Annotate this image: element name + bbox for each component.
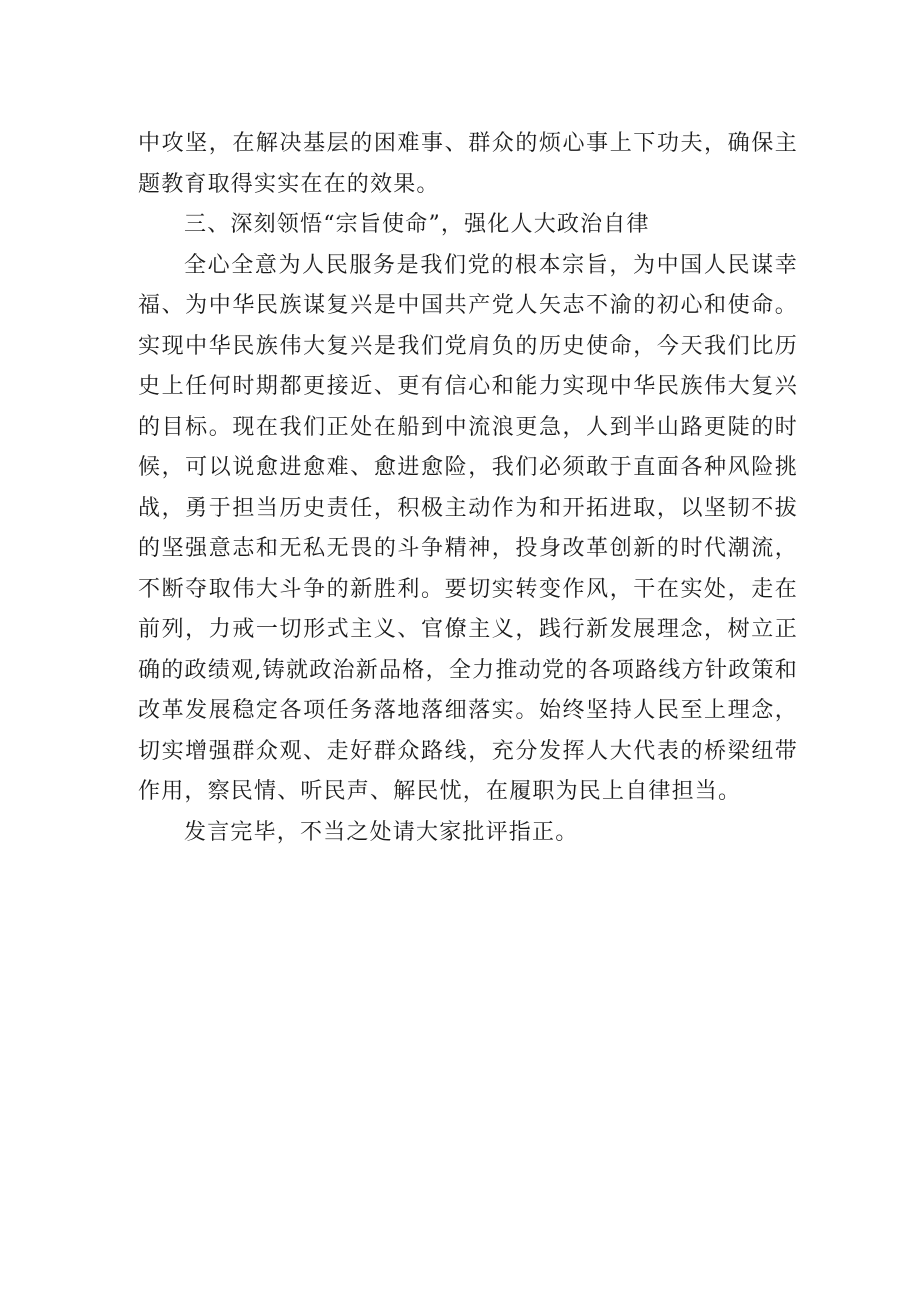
closing-paragraph: 发言完毕，不当之处请大家批评指正。	[184, 819, 579, 845]
continuation-paragraph: 中攻坚，在解决基层的困难事、群众的烦心事上下功夫，确保主题教育取得实实在在的效果。	[138, 131, 798, 197]
body-paragraph: 全心全意为人民服务是我们党的根本宗旨，为中国人民谋幸福、为中华民族谋复兴是中国共产党人矢志不渝的初心和使命。实现中华民族伟大复兴是我们党肩负的历史使命，今天我们比历史上任何时期都更接近、更有信心和能力实现中华民族伟大复兴的目标。现在我们正处在船到中流浪更急，人到半山路更陡的时候，可以说愈进愈难、愈进愈险，我们必须敢于直面各种风险挑战，勇于担当历史责任，积极主动作为和开拓进取，以坚韧不拔的坚强意志和无私无畏的斗争精神，投身改革创新的时代潮流，不断夺取伟大斗争的新胜利。要切实转变作风，干在实处，走在前列，力戒一切形式主义、官僚主义，践行新发展理念，树立正确的政绩观,铸就政治新品格，全力推动党的各项路线方针政策和改革发展稳定各项任务落地落细落实。始终坚持人民至上理念，切实增强群众观、走好群众路线，充分发挥人大代表的桥梁纽带作用，察民情、听民声、解民忧，在履职为民上自律担当。	[138, 252, 798, 804]
document-body	[138, 124, 798, 853]
section-heading: 三、深刻领悟“宗旨使命”，强化人大政治自律	[184, 212, 650, 237]
